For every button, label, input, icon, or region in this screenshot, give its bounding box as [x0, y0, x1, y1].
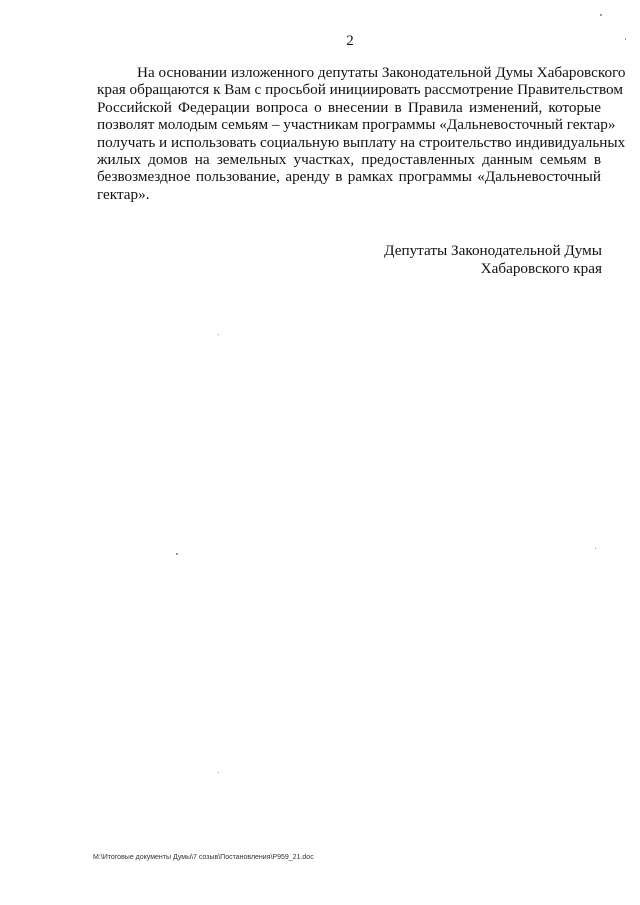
scan-speck [218, 334, 219, 335]
signature-block [384, 242, 602, 278]
signature-line: Депутаты Законодательной Думы [384, 242, 602, 259]
body-paragraph [97, 64, 626, 203]
file-path-footer: M:\Итоговые документы Думы\7 созыв\Постановления\P959_21.doc [93, 854, 314, 861]
scan-speck [595, 548, 596, 549]
scan-speck [625, 38, 626, 40]
signature-line: Хабаровского края [480, 260, 602, 277]
body-line: На основании изложенного депутаты Законодательной Думы Хабаровского [137, 64, 626, 81]
page-number: 2 [346, 33, 354, 49]
body-line: позволят молодым семьям – участникам программы «Дальневосточный гектар» [97, 116, 616, 134]
body-line: получать и использовать социальную выплату на строительство индивидуальных [97, 133, 626, 151]
scan-speck [600, 14, 602, 16]
body-line: безвозмездное пользование, аренду в рамках программы «Дальневосточный [97, 168, 601, 186]
body-line: гектар». [97, 185, 150, 203]
scan-speck [176, 553, 178, 555]
body-line: жилых домов на земельных участках, предоставленных данным семьям в [97, 151, 601, 169]
body-line: Российской Федерации вопроса о внесении в Правила изменений, которые [97, 98, 601, 116]
scan-speck [218, 772, 219, 773]
body-line: края обращаются к Вам с просьбой инициировать рассмотрение Правительством [97, 81, 623, 99]
